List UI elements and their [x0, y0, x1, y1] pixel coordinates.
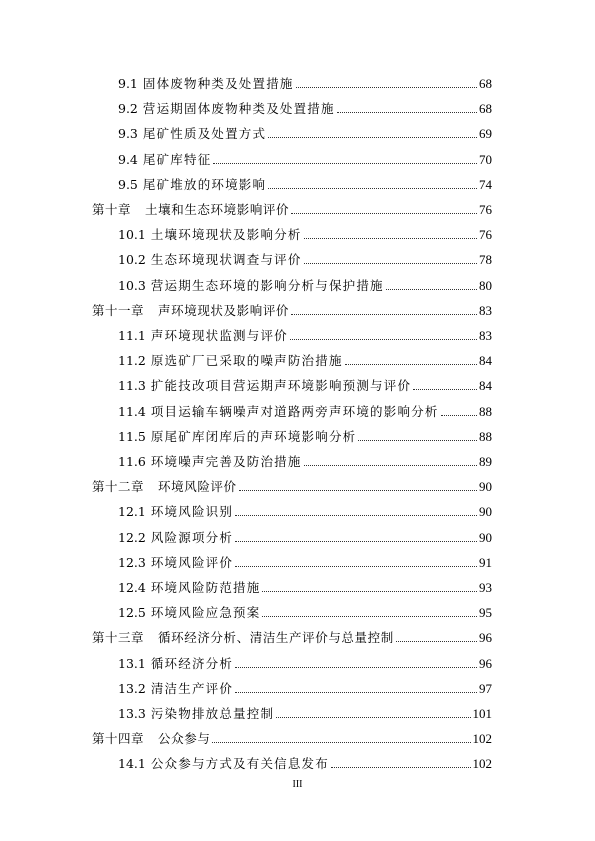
section-number: 11.5: [118, 429, 146, 444]
section-title: 清洁生产评价: [150, 681, 234, 696]
section-number: 12.5: [118, 605, 146, 620]
section-title: 污染物排放总量控制: [150, 706, 275, 721]
section-number: 11.2: [118, 353, 146, 368]
dot-leader: [235, 515, 477, 516]
dot-leader: [235, 667, 477, 668]
dot-leader: [345, 364, 477, 365]
page-number: 76: [479, 227, 492, 242]
section-title: 营运期固体废物种类及处置措施: [142, 101, 335, 116]
section-number: 9.1: [118, 76, 138, 91]
dot-leader: [276, 717, 470, 718]
section-title: 土壤环境现状及影响分析: [150, 227, 302, 242]
section-number: 9.4: [118, 152, 138, 167]
dot-leader: [296, 87, 477, 88]
section-title: 环境噪声完善及防治措施: [150, 454, 302, 469]
section-title: 尾矿库特征: [142, 152, 212, 167]
dot-leader: [441, 415, 477, 416]
dot-leader: [268, 188, 477, 189]
section-number: 14.1: [118, 756, 146, 771]
page-footer-number: III: [292, 779, 303, 790]
page-number: 83: [479, 303, 492, 318]
chapter-number: 第十章: [92, 202, 132, 217]
section-title: 声环境现状监测与评价: [150, 328, 288, 343]
toc-chapter-entry[interactable]: [92, 304, 492, 318]
dot-leader: [268, 137, 477, 138]
section-number: 10.3: [118, 278, 146, 293]
toc-section-entry[interactable]: [118, 153, 492, 167]
page-number: 83: [479, 328, 492, 343]
section-title: 生态环境现状调查与评价: [150, 252, 302, 267]
chapter-title: 环境风险评价: [158, 479, 237, 494]
dot-leader: [213, 163, 477, 164]
page-number: 84: [479, 353, 492, 368]
section-number: 10.1: [118, 227, 146, 242]
page-number: 88: [479, 404, 492, 419]
toc-section-entry[interactable]: [118, 581, 492, 595]
section-title: 扩能技改项目营运期声环境影响预测与评价: [150, 378, 412, 393]
dot-leader: [235, 692, 477, 693]
dot-leader: [413, 389, 477, 390]
chapter-title: 土壤和生态环境影响评价: [145, 202, 290, 217]
page-number: 96: [479, 656, 492, 671]
section-title: 项目运输车辆噪声对道路两旁声环境的影响分析: [150, 404, 439, 419]
section-title: 尾矿堆放的环境影响: [142, 177, 267, 192]
page-number: 68: [479, 76, 492, 91]
dot-leader: [262, 616, 477, 617]
toc-section-entry[interactable]: [118, 606, 492, 620]
toc-section-entry[interactable]: [118, 354, 492, 368]
section-title: 尾矿性质及处置方式: [142, 126, 267, 141]
page-number: 102: [472, 756, 492, 771]
dot-leader: [291, 314, 477, 315]
dot-leader: [262, 591, 477, 592]
toc-chapter-entry[interactable]: [92, 480, 492, 494]
toc-section-entry[interactable]: [118, 556, 492, 570]
page-number: 101: [472, 706, 492, 721]
section-title: 环境风险防范措施: [150, 580, 261, 595]
page-number: 78: [479, 252, 492, 267]
section-title: 营运期生态环境的影响分析与保护措施: [150, 278, 384, 293]
toc-section-entry[interactable]: [118, 657, 492, 671]
dot-leader: [212, 742, 470, 743]
toc-chapter-entry[interactable]: [92, 732, 492, 746]
chapter-number: 第十四章: [92, 731, 145, 746]
chapter-number: 第十三章: [92, 630, 145, 645]
page-number: 96: [479, 630, 492, 645]
toc-section-entry[interactable]: [118, 127, 492, 141]
section-number: 12.4: [118, 580, 146, 595]
dot-leader: [290, 339, 477, 340]
toc-section-entry[interactable]: [118, 405, 492, 419]
page-number: 90: [479, 504, 492, 519]
section-title: 循环经济分析: [150, 656, 234, 671]
section-number: 12.3: [118, 555, 146, 570]
section-number: 9.5: [118, 177, 138, 192]
dot-leader: [235, 566, 477, 567]
toc-section-entry[interactable]: [118, 682, 492, 696]
section-title: 环境风险评价: [150, 555, 234, 570]
toc-section-entry[interactable]: [118, 77, 492, 91]
dot-leader: [337, 112, 477, 113]
section-number: 9.3: [118, 126, 138, 141]
dot-leader: [304, 238, 477, 239]
toc-section-entry[interactable]: [118, 228, 492, 242]
toc-section-entry[interactable]: [118, 102, 492, 116]
section-title: 原尾矿库闭库后的声环境影响分析: [150, 429, 357, 444]
page-number: 90: [479, 530, 492, 545]
page-number: 102: [472, 731, 492, 746]
section-title: 公众参与方式及有关信息发布: [150, 756, 329, 771]
chapter-title: 声环境现状及影响评价: [158, 303, 290, 318]
toc-section-entry[interactable]: [118, 178, 492, 192]
dot-leader: [239, 490, 477, 491]
section-number: 11.1: [118, 328, 146, 343]
page-number: 84: [479, 378, 492, 393]
section-number: 12.2: [118, 530, 146, 545]
page-number: 74: [479, 177, 492, 192]
toc-section-entry[interactable]: [118, 430, 492, 444]
chapter-title: 循环经济分析、清洁生产评价与总量控制: [158, 630, 394, 645]
toc-section-entry[interactable]: [118, 279, 492, 293]
toc-section-entry[interactable]: [118, 455, 492, 469]
dot-leader: [396, 641, 477, 642]
toc-section-entry[interactable]: [118, 379, 492, 393]
section-number: 13.1: [118, 656, 146, 671]
page-number: 88: [479, 429, 492, 444]
page-number: 90: [479, 479, 492, 494]
section-title: 固体废物种类及处置措施: [142, 76, 294, 91]
page-number: 91: [479, 555, 492, 570]
page-number: 97: [479, 681, 492, 696]
section-number: 11.4: [118, 404, 146, 419]
toc-section-entry[interactable]: [118, 707, 492, 721]
page-number: 70: [479, 152, 492, 167]
toc-section-entry[interactable]: [118, 757, 492, 771]
toc-section-entry[interactable]: [118, 329, 492, 343]
chapter-number: 第十一章: [92, 303, 145, 318]
chapter-number: 第十二章: [92, 479, 145, 494]
section-title: 原选矿厂已采取的噪声防治措施: [150, 353, 343, 368]
dot-leader: [304, 465, 477, 466]
dot-leader: [358, 440, 477, 441]
page-number: 76: [479, 202, 492, 217]
dot-leader: [304, 263, 477, 264]
section-number: 13.2: [118, 681, 146, 696]
section-number: 11.3: [118, 378, 146, 393]
toc-chapter-entry[interactable]: [92, 203, 492, 217]
section-number: 10.2: [118, 252, 146, 267]
section-title: 风险源项分析: [150, 530, 234, 545]
dot-leader: [235, 541, 477, 542]
toc-chapter-entry[interactable]: [92, 631, 492, 645]
page-number: 69: [479, 126, 492, 141]
section-number: 12.1: [118, 504, 146, 519]
page-number: 68: [479, 101, 492, 116]
toc-section-entry[interactable]: [118, 531, 492, 545]
chapter-title: 公众参与: [158, 731, 211, 746]
section-title: 环境风险识别: [150, 504, 234, 519]
toc-section-entry[interactable]: [118, 253, 492, 267]
toc-section-entry[interactable]: [118, 505, 492, 519]
section-title: 环境风险应急预案: [150, 605, 261, 620]
section-number: 11.6: [118, 454, 146, 469]
page-number: 95: [479, 605, 492, 620]
dot-leader: [386, 289, 477, 290]
page-number: 89: [479, 454, 492, 469]
page-number: 80: [479, 278, 492, 293]
section-number: 9.2: [118, 101, 138, 116]
dot-leader: [291, 213, 477, 214]
section-number: 13.3: [118, 706, 146, 721]
page-number: 93: [479, 580, 492, 595]
dot-leader: [331, 767, 471, 768]
